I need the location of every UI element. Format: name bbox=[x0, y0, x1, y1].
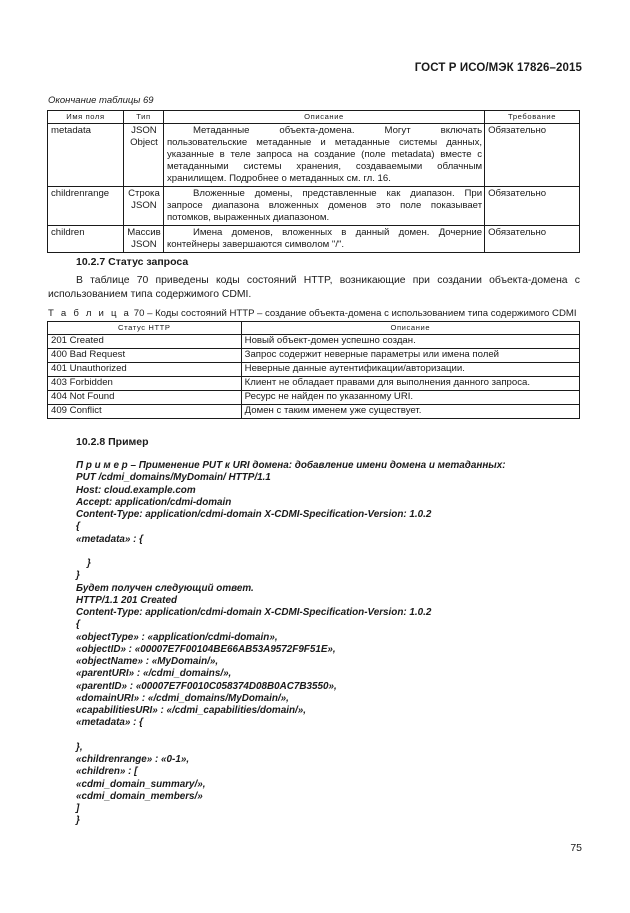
cell-description: Неверные данные аутентификации/авторизации. bbox=[241, 363, 579, 377]
code-line: «domainURI» : «/cdmi_domains/MyDomain/», bbox=[76, 692, 289, 704]
cell-type: Строка JSON bbox=[123, 187, 163, 226]
code-line: Content-Type: application/cdmi-domain X-CDMI-Specification-Version: 1.0.2 bbox=[76, 509, 432, 520]
example-code-block bbox=[76, 460, 506, 828]
code-line: ] bbox=[76, 803, 80, 814]
table70-title bbox=[48, 308, 577, 319]
cell-status: 401 Unauthorized bbox=[48, 363, 242, 377]
page-number: 75 bbox=[570, 842, 582, 854]
cell-type: JSON Object bbox=[123, 124, 163, 187]
table-69 bbox=[47, 110, 580, 253]
column-header-description: Описание bbox=[241, 322, 579, 335]
section-heading-status: 10.2.7 Статус запроса bbox=[76, 256, 189, 268]
cell-description: Ресурс не найден по указанному URI. bbox=[241, 391, 579, 405]
cell-field: metadata bbox=[48, 124, 124, 187]
code-line: { bbox=[76, 619, 80, 631]
cell-status: 404 Not Found bbox=[48, 391, 242, 405]
code-line: Accept: application/cdmi-domain bbox=[76, 496, 232, 508]
code-line: «objectType» : «application/cdmi-domain», bbox=[76, 631, 278, 643]
column-header-status: Статус HTTP bbox=[48, 322, 242, 335]
page-header-standard: ГОСТ Р ИСО/МЭК 17826–2015 bbox=[414, 62, 582, 74]
cell-type: Массив JSON bbox=[123, 226, 163, 253]
cell-requirement: Обязательно bbox=[485, 187, 580, 226]
table-row bbox=[48, 187, 580, 226]
table70-title-prefix: Т а б л и ц а bbox=[48, 308, 132, 319]
table-row bbox=[48, 405, 580, 419]
table-row bbox=[48, 363, 580, 377]
code-line: «objectID» : «00007E7F00104BE66AB53A9572F9F51E», bbox=[76, 643, 336, 655]
cell-description: Клиент не обладает правами для выполнения данного запроса. bbox=[241, 377, 579, 391]
column-header-requirement: Требование bbox=[485, 111, 580, 124]
cell-requirement: Обязательно bbox=[485, 226, 580, 253]
table69-caption: Окончание таблицы 69 bbox=[48, 95, 154, 106]
code-line: }, bbox=[76, 741, 83, 753]
cell-requirement: Обязательно bbox=[485, 124, 580, 187]
code-line: «childrenrange» : «0-1», bbox=[76, 754, 190, 765]
table-row bbox=[48, 391, 580, 405]
table-header-row bbox=[48, 322, 580, 335]
section-heading-example: 10.2.8 Пример bbox=[76, 436, 149, 448]
cell-field: childrenrange bbox=[48, 187, 124, 226]
table-header-row bbox=[48, 111, 580, 124]
column-header-field: Имя поля bbox=[48, 111, 124, 124]
code-line: «cdmi_domain_summary/», bbox=[76, 778, 206, 790]
column-header-description: Описание bbox=[163, 111, 484, 124]
code-line: «metadata» : { bbox=[76, 533, 143, 545]
code-line bbox=[76, 730, 506, 742]
code-line: «cdmi_domain_members/» bbox=[76, 790, 203, 802]
status-paragraph: В таблице 70 приведены коды состояний HTTP, возникающие при создании объекта-домена с использованием типа содержимого CDMI. bbox=[48, 275, 580, 300]
column-header-type: Тип bbox=[123, 111, 163, 124]
code-line: } bbox=[76, 570, 80, 582]
cell-description: Вложенные домены, представленные как диапазон. При запросе диапазона вложенных доменов это поле показывает потомков, выраженных диапазоном. bbox=[163, 187, 484, 226]
code-line: «objectName» : «MyDomain/», bbox=[76, 656, 219, 667]
table-70 bbox=[47, 321, 580, 419]
code-line: «parentID» : «00007E7F0010C058374D08B0AC7B3550», bbox=[76, 680, 337, 692]
table-row bbox=[48, 226, 580, 253]
cell-description: Имена доменов, вложенных в данный домен. Дочерние контейнеры завершаются символом "/". bbox=[163, 226, 484, 253]
cell-status: 409 Conflict bbox=[48, 405, 242, 419]
cell-description: Домен с таким именем уже существует. bbox=[241, 405, 579, 419]
code-line: «parentURI» : «/cdmi_domains/», bbox=[76, 668, 232, 680]
code-line bbox=[76, 546, 506, 558]
cell-description: Запрос содержит неверные параметры или имена полей bbox=[241, 349, 579, 363]
code-line: } bbox=[76, 815, 80, 827]
cell-description: Метаданные объекта-домена. Могут включать пользовательские метаданные и метаданные системы данных, указанные в теле запроса на создание (поле metadata) вместе с метаданными системы хранения, создаваемыми облачным хранилищем. Подробнее о метаданных см. гл. 16. bbox=[163, 124, 484, 187]
code-line: Будет получен следующий ответ. bbox=[76, 582, 254, 594]
table-row bbox=[48, 349, 580, 363]
code-line: «children» : [ bbox=[76, 766, 138, 778]
code-line: PUT /cdmi_domains/MyDomain/ HTTP/1.1 bbox=[76, 472, 271, 484]
cell-status: 403 Forbidden bbox=[48, 377, 242, 391]
cell-field: children bbox=[48, 226, 124, 253]
code-line: «metadata» : { bbox=[76, 717, 143, 729]
code-line: Content-Type: application/cdmi-domain X-CDMI-Specification-Version: 1.0.2 bbox=[76, 607, 432, 618]
code-line: Host: cloud.example.com bbox=[76, 484, 196, 496]
table70-title-text: 70 – Коды состояний HTTP – создание объекта-домена с использованием типа содержимого CDMI bbox=[131, 308, 577, 319]
cell-description: Новый объект-домен успешно создан. bbox=[241, 335, 579, 349]
table-row bbox=[48, 335, 580, 349]
code-line: HTTP/1.1 201 Created bbox=[76, 594, 177, 606]
code-line: П р и м е р – Применение PUT к URI домена: добавление имени домена и метаданных: bbox=[76, 460, 506, 471]
example-label: П р и м е р bbox=[76, 460, 128, 471]
code-line: «capabilitiesURI» : «/cdmi_capabilities/domain/», bbox=[76, 705, 306, 716]
table-row bbox=[48, 124, 580, 187]
cell-status: 400 Bad Request bbox=[48, 349, 242, 363]
table-row bbox=[48, 377, 580, 391]
code-line: } bbox=[76, 558, 91, 569]
cell-status: 201 Created bbox=[48, 335, 242, 349]
code-line: { bbox=[76, 521, 80, 533]
